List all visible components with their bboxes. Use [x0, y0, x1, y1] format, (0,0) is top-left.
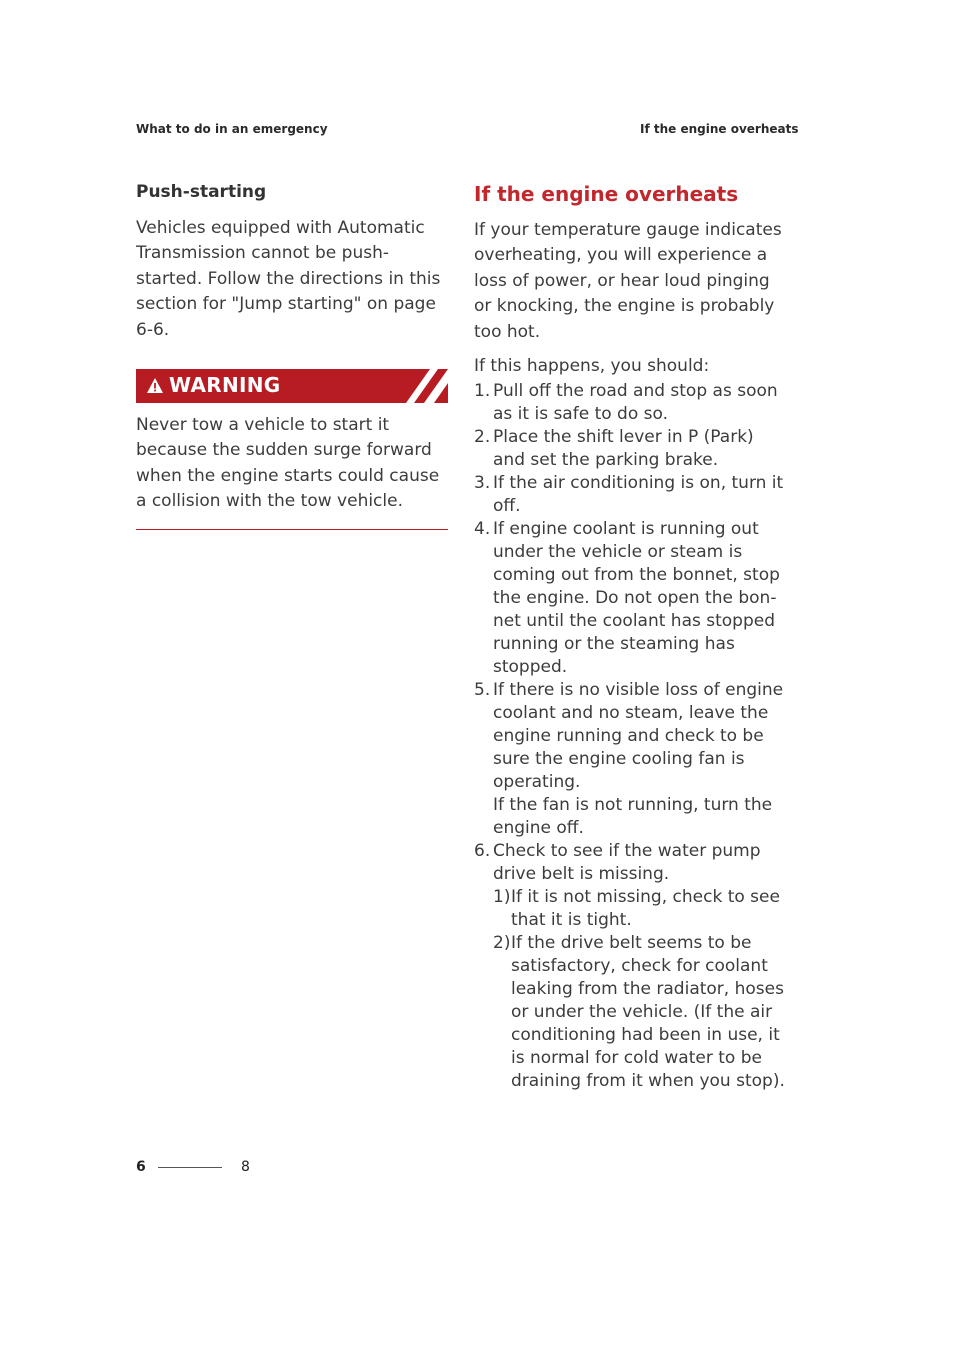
list-item: 4. If engine coolant is running out under the vehicle or steam is coming out from the bonnet, stop the engine. Do not open the bon-net until the coolant has stopped running or the steaming has stopped. — [474, 519, 780, 678]
warning-banner — [136, 369, 448, 403]
warning-text: Never tow a vehicle to start it because the sudden surge forward when the engine starts could cause a collision with the tow vehicle. — [136, 415, 440, 512]
list-item: 6. Check to see if the water pump drive belt is missing. 1) If it is not missing, check to see that it is tight. 2) If the drive belt seems to be satisfactory, check for coolant leaking from the radiator, hoses or under the vehicle. (If the air conditioning had been in use, it is normal for cold water to be draining from it when you stop). — [474, 841, 785, 1092]
warning-stripes-icon — [406, 369, 448, 403]
push-starting-heading: Push-starting — [136, 182, 267, 202]
overheat-lead: If this happens, you should: — [474, 356, 710, 377]
left-column — [136, 182, 448, 530]
list-item: 3. If the air conditioning is on, turn it off. — [474, 473, 784, 517]
substeps-list — [493, 886, 786, 1093]
warning-divider — [136, 529, 448, 530]
step-note: If the fan is not running, turn the engine off. — [493, 795, 773, 839]
footer-page-number: 8 — [241, 1159, 250, 1175]
list-item: 1) If it is not missing, check to see that it is tight. — [493, 887, 780, 931]
right-column — [474, 182, 786, 1093]
header-chapter: What to do in an emergency — [136, 122, 328, 136]
list-item: 5. If there is no visible loss of engine coolant and no steam, leave the engine running and check to be sure the engine cooling fan is operating. If the fan is not running, turn the engine off. — [474, 679, 786, 840]
warning-triangle-icon — [146, 377, 164, 395]
footer-divider — [158, 1167, 222, 1168]
footer-section-number: 6 — [136, 1159, 146, 1175]
warning-label: WARNING — [169, 373, 281, 398]
push-starting-text: Vehicles equipped with Automatic Transmission cannot be push-started. Follow the directions in this section for "Jump starting" on page 6-6. — [136, 218, 441, 340]
list-item: 2) If the drive belt seems to be satisfactory, check for coolant leaking from the radiator, hoses or under the vehicle. (If the air conditioning had been in use, it is normal for cold water to be draining from it when you stop). — [493, 933, 785, 1092]
list-item: 1. Pull off the road and stop as soon as it is safe to do so. — [474, 381, 778, 425]
steps-list — [474, 380, 786, 1093]
header-topic: If the engine overheats — [640, 122, 799, 136]
list-item: 2. Place the shift lever in P (Park) and set the parking brake. — [474, 427, 754, 471]
overheat-intro: If your temperature gauge indicates overheating, you will experience a loss of power, or hear loud pinging or knocking, the engine is probably too hot. — [474, 220, 782, 342]
overheat-heading: If the engine overheats — [474, 182, 739, 206]
